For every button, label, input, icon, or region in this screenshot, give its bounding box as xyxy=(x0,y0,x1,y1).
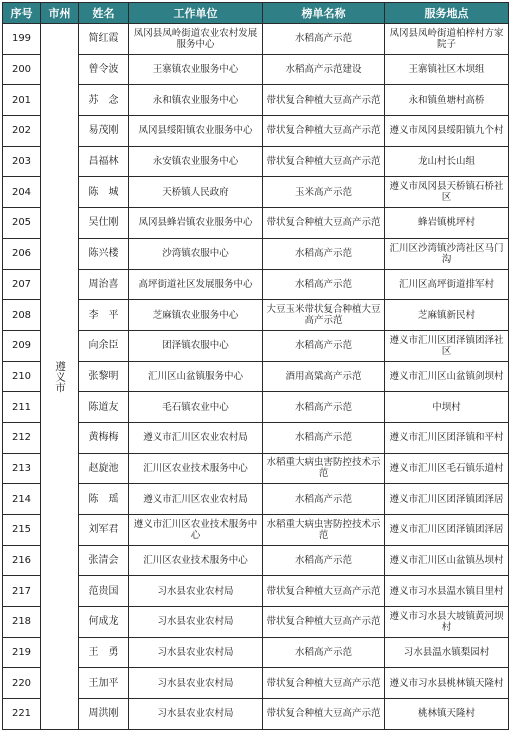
name-cell: 周洪刚 xyxy=(79,699,129,730)
list-cell: 水稻高产示范 xyxy=(263,24,385,55)
table-row xyxy=(3,300,509,331)
place-cell: 蜂岩镇桃坪村 xyxy=(385,208,509,239)
table-row xyxy=(3,361,509,392)
table-row xyxy=(3,330,509,361)
table-row xyxy=(3,576,509,607)
seq-cell: 221 xyxy=(3,699,41,730)
list-cell: 玉米高产示范 xyxy=(263,177,385,208)
table-row xyxy=(3,177,509,208)
name-cell: 李 平 xyxy=(79,300,129,331)
list-cell: 水稻高产示范建设 xyxy=(263,54,385,85)
place-cell: 遵义市汇川区山盆镇剑坝村 xyxy=(385,361,509,392)
name-cell: 简红霞 xyxy=(79,24,129,55)
unit-cell: 芝麻镇农业服务中心 xyxy=(129,300,263,331)
table-row xyxy=(3,54,509,85)
header-name: 姓名 xyxy=(79,3,129,24)
list-cell: 带状复合种植大豆高产示范 xyxy=(263,607,385,638)
seq-cell: 206 xyxy=(3,238,41,269)
list-cell: 水稻高产示范 xyxy=(263,545,385,576)
table-row xyxy=(3,269,509,300)
unit-cell: 习水县农业农村局 xyxy=(129,607,263,638)
unit-cell: 遵义市汇川区农业农村局 xyxy=(129,422,263,453)
seq-cell: 210 xyxy=(3,361,41,392)
name-cell: 张清会 xyxy=(79,545,129,576)
list-cell: 带状复合种植大豆高产示范 xyxy=(263,699,385,730)
name-cell: 易茂刚 xyxy=(79,116,129,147)
seq-cell: 219 xyxy=(3,637,41,668)
seq-cell: 214 xyxy=(3,484,41,515)
unit-cell: 凤冈县凤岭街道农业农村发展服务中心 xyxy=(129,24,263,55)
table-row xyxy=(3,146,509,177)
place-cell: 遵义市汇川区山盆镇丛坝村 xyxy=(385,545,509,576)
list-cell: 水稻高产示范 xyxy=(263,330,385,361)
unit-cell: 永和镇农业服务中心 xyxy=(129,85,263,116)
header-unit: 工作单位 xyxy=(129,3,263,24)
place-cell: 永和镇鱼塘村高桥 xyxy=(385,85,509,116)
place-cell: 遵义市汇川区毛石镇乐道村 xyxy=(385,453,509,484)
name-cell: 陈兴楼 xyxy=(79,238,129,269)
place-cell: 汇川区沙湾镇沙湾社区马门沟 xyxy=(385,238,509,269)
list-cell: 带状复合种植大豆高产示范 xyxy=(263,668,385,699)
table-row xyxy=(3,392,509,423)
city-cell: 遵义市 xyxy=(41,24,79,730)
list-cell: 大豆玉米带状复合种植大豆高产示范 xyxy=(263,300,385,331)
list-cell: 带状复合种植大豆高产示范 xyxy=(263,146,385,177)
place-cell: 遵义市习水县桃林镇天隆村 xyxy=(385,668,509,699)
name-cell: 昌福林 xyxy=(79,146,129,177)
unit-cell: 王寨镇农业服务中心 xyxy=(129,54,263,85)
seq-cell: 201 xyxy=(3,85,41,116)
seq-cell: 207 xyxy=(3,269,41,300)
table-header xyxy=(3,3,509,24)
seq-cell: 202 xyxy=(3,116,41,147)
place-cell: 龙山村长山组 xyxy=(385,146,509,177)
seq-cell: 203 xyxy=(3,146,41,177)
place-cell: 汇川区高坪街道排军村 xyxy=(385,269,509,300)
place-cell: 遵义市汇川区团泽镇团泽社区 xyxy=(385,330,509,361)
list-cell: 酒用高粱高产示范 xyxy=(263,361,385,392)
list-cell: 水稻高产示范 xyxy=(263,484,385,515)
table-row xyxy=(3,238,509,269)
name-cell: 张黎明 xyxy=(79,361,129,392)
name-cell: 陈道友 xyxy=(79,392,129,423)
table-row xyxy=(3,484,509,515)
name-cell: 黄梅梅 xyxy=(79,422,129,453)
unit-cell: 凤冈县蜂岩镇农业服务中心 xyxy=(129,208,263,239)
list-cell: 水稻高产示范 xyxy=(263,422,385,453)
unit-cell: 天桥镇人民政府 xyxy=(129,177,263,208)
place-cell: 遵义市凤冈县天桥镇石桥社区 xyxy=(385,177,509,208)
place-cell: 桃林镇天隆村 xyxy=(385,699,509,730)
header-list: 榜单名称 xyxy=(263,3,385,24)
seq-cell: 216 xyxy=(3,545,41,576)
seq-cell: 208 xyxy=(3,300,41,331)
name-cell: 周治喜 xyxy=(79,269,129,300)
list-cell: 带状复合种植大豆高产示范 xyxy=(263,208,385,239)
place-cell: 遵义市凤冈县绥阳镇九个村 xyxy=(385,116,509,147)
name-cell: 刘军君 xyxy=(79,515,129,546)
table-row xyxy=(3,208,509,239)
list-cell: 水稻高产示范 xyxy=(263,637,385,668)
table-row xyxy=(3,116,509,147)
list-cell: 带状复合种植大豆高产示范 xyxy=(263,576,385,607)
unit-cell: 遵义市汇川区农业技术服务中心 xyxy=(129,515,263,546)
name-cell: 吴仕刚 xyxy=(79,208,129,239)
list-cell: 水稻高产示范 xyxy=(263,269,385,300)
table-row xyxy=(3,637,509,668)
header-seq: 序号 xyxy=(3,3,41,24)
seq-cell: 199 xyxy=(3,24,41,55)
place-cell: 遵义市习水县大坡镇黄河坝村 xyxy=(385,607,509,638)
name-cell: 王 勇 xyxy=(79,637,129,668)
seq-cell: 218 xyxy=(3,607,41,638)
name-cell: 苏 念 xyxy=(79,85,129,116)
list-cell: 水稻重大病虫害防控技术示范 xyxy=(263,515,385,546)
table-row xyxy=(3,699,509,730)
table-row xyxy=(3,24,509,55)
place-cell: 王寨镇社区木坝组 xyxy=(385,54,509,85)
place-cell: 芝麻镇新民村 xyxy=(385,300,509,331)
table-row xyxy=(3,668,509,699)
place-cell: 习水县温水镇梨园村 xyxy=(385,637,509,668)
list-cell: 水稻高产示范 xyxy=(263,392,385,423)
unit-cell: 凤冈县绥阳镇农业服务中心 xyxy=(129,116,263,147)
seq-cell: 209 xyxy=(3,330,41,361)
table-row xyxy=(3,422,509,453)
unit-cell: 习水县农业农村局 xyxy=(129,699,263,730)
header-city: 市州 xyxy=(41,3,79,24)
name-cell: 向余臣 xyxy=(79,330,129,361)
unit-cell: 沙湾镇农服中心 xyxy=(129,238,263,269)
table-row xyxy=(3,515,509,546)
seq-cell: 212 xyxy=(3,422,41,453)
table-row xyxy=(3,85,509,116)
name-cell: 陈 瑶 xyxy=(79,484,129,515)
seq-cell: 200 xyxy=(3,54,41,85)
unit-cell: 汇川区山盆镇服务中心 xyxy=(129,361,263,392)
seq-cell: 204 xyxy=(3,177,41,208)
place-cell: 遵义市汇川区团泽镇团泽居 xyxy=(385,484,509,515)
name-cell: 赵旋池 xyxy=(79,453,129,484)
unit-cell: 习水县农业农村局 xyxy=(129,576,263,607)
data-table xyxy=(2,2,509,730)
unit-cell: 团泽镇农服中心 xyxy=(129,330,263,361)
name-cell: 王加平 xyxy=(79,668,129,699)
unit-cell: 毛石镇农业中心 xyxy=(129,392,263,423)
unit-cell: 汇川区农业技术服务中心 xyxy=(129,545,263,576)
list-cell: 水稻高产示范 xyxy=(263,238,385,269)
unit-cell: 习水县农业农村局 xyxy=(129,637,263,668)
seq-cell: 213 xyxy=(3,453,41,484)
name-cell: 范贵国 xyxy=(79,576,129,607)
table-row xyxy=(3,607,509,638)
seq-cell: 220 xyxy=(3,668,41,699)
list-cell: 带状复合种植大豆高产示范 xyxy=(263,116,385,147)
place-cell: 中坝村 xyxy=(385,392,509,423)
place-cell: 遵义市汇川区团泽镇和平村 xyxy=(385,422,509,453)
table-body xyxy=(3,24,509,730)
header-place: 服务地点 xyxy=(385,3,509,24)
unit-cell: 汇川区农业技术服务中心 xyxy=(129,453,263,484)
list-cell: 水稻重大病虫害防控技术示范 xyxy=(263,453,385,484)
header-row xyxy=(3,3,509,24)
place-cell: 遵义市习水县温水镇目里村 xyxy=(385,576,509,607)
unit-cell: 习水县农业农村局 xyxy=(129,668,263,699)
place-cell: 凤冈县凤岭街道柏梓村方家院子 xyxy=(385,24,509,55)
place-cell: 遵义市汇川区团泽镇团泽居 xyxy=(385,515,509,546)
name-cell: 何成龙 xyxy=(79,607,129,638)
name-cell: 曾令波 xyxy=(79,54,129,85)
table-row xyxy=(3,453,509,484)
seq-cell: 211 xyxy=(3,392,41,423)
seq-cell: 217 xyxy=(3,576,41,607)
seq-cell: 215 xyxy=(3,515,41,546)
table-row xyxy=(3,545,509,576)
list-cell: 带状复合种植大豆高产示范 xyxy=(263,85,385,116)
unit-cell: 高坪街道社区发展服务中心 xyxy=(129,269,263,300)
seq-cell: 205 xyxy=(3,208,41,239)
name-cell: 陈 城 xyxy=(79,177,129,208)
unit-cell: 永安镇农业服务中心 xyxy=(129,146,263,177)
unit-cell: 遵义市汇川区农业农村局 xyxy=(129,484,263,515)
